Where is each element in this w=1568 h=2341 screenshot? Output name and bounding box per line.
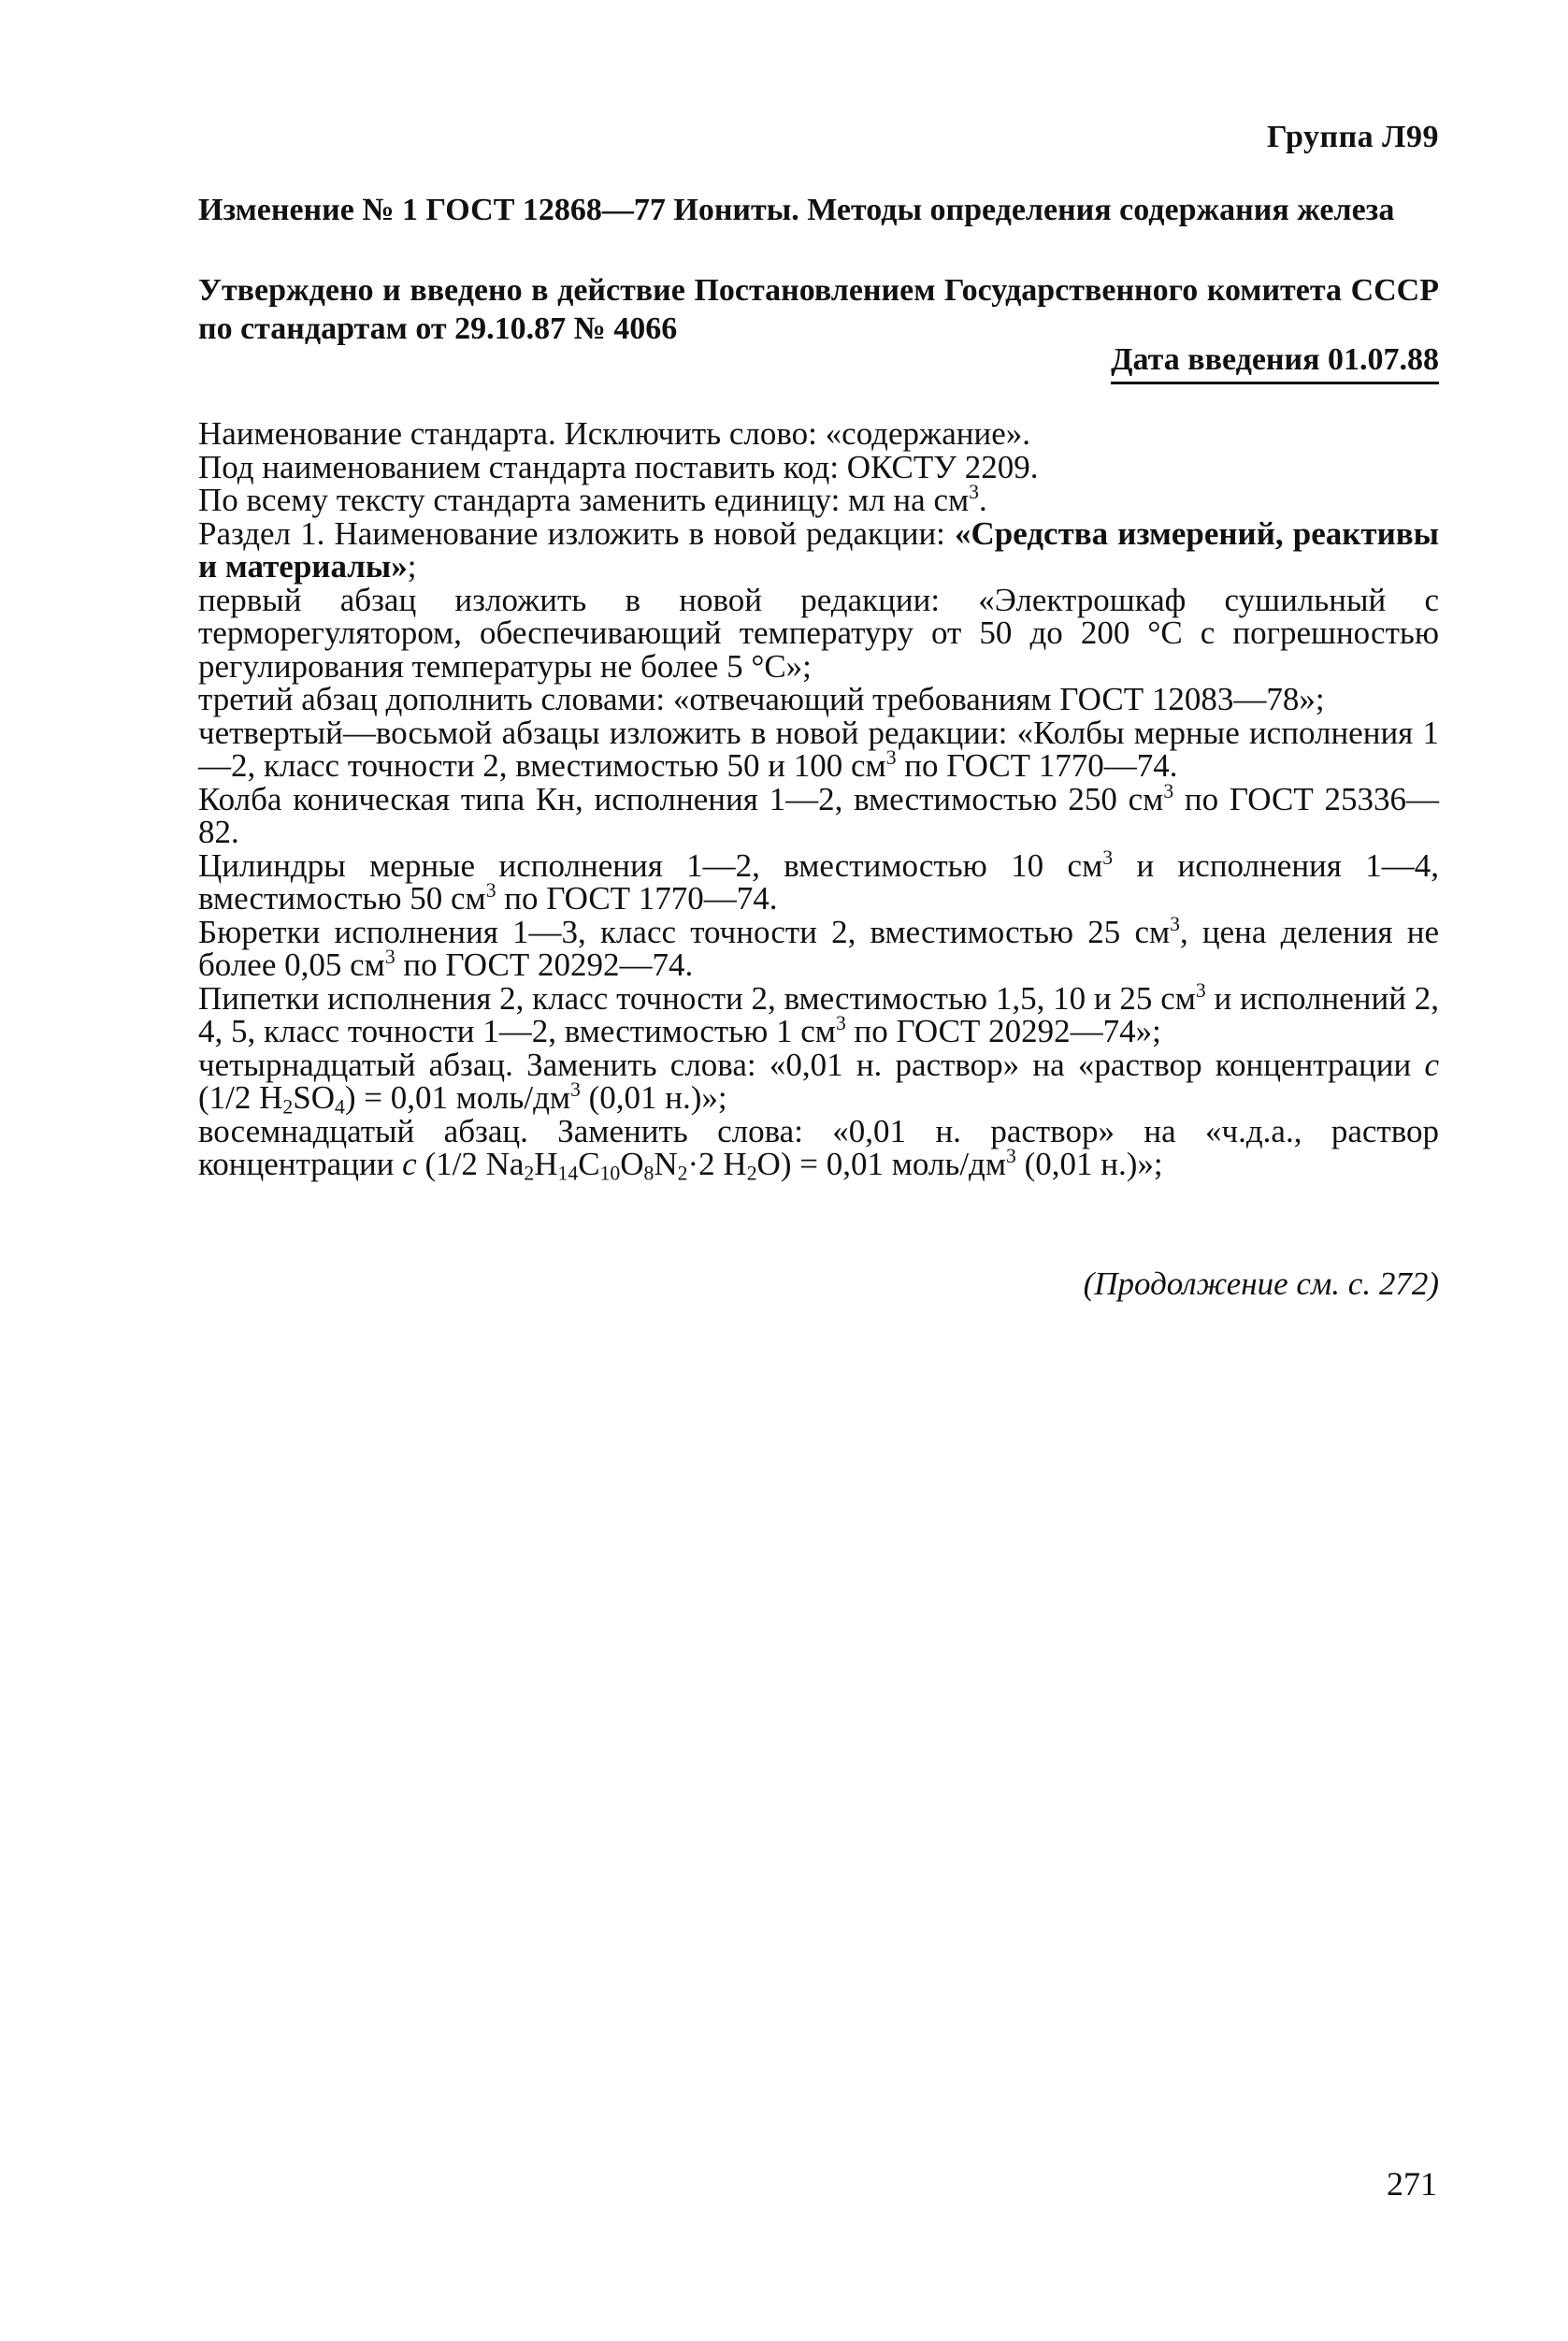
paragraph-code	[198, 448, 1439, 485]
superscript: 3	[485, 878, 496, 902]
paragraph-text: Раздел 1. Наименование изложить в новой редакции:	[198, 514, 956, 552]
paragraph-text: по ГОСТ 20292—74»;	[845, 1013, 1161, 1049]
paragraph-text: первый абзац изложить в новой редакции: «Электрошкаф сушильный с терморегулятором, обеспечивающий температуру от 50 до 200 °С с погрешностью регулирования температуры не более 5 °С»;	[198, 581, 1439, 685]
paragraph-text: Колба коническая типа Кн, исполнения 1—2, вместимостью 250 см	[198, 780, 1164, 817]
paragraph-text: Под наименованием стандарта поставить код: ОКСТУ 2209.	[198, 448, 1039, 485]
paragraph-eighteenth	[198, 1112, 1439, 1185]
paragraph-text: (0,01 н.)»;	[1015, 1146, 1163, 1182]
superscript: 3	[1163, 779, 1174, 802]
amendment-body	[198, 415, 1440, 1185]
superscript: 3	[570, 1077, 581, 1101]
group-code: Группа Л99	[1267, 120, 1439, 154]
subscript: 2	[677, 1162, 688, 1185]
paragraph-text: третий абзац дополнить словами: «отвечающий требованиям ГОСТ 12083—78»;	[198, 681, 1325, 717]
paragraph-text: по ГОСТ 20292—74.	[395, 947, 694, 983]
paragraph-text: и исполнений 2, 4, 5, класс точности 1—2, вместимостью 1 см	[198, 979, 1440, 1049]
paragraph-units	[198, 480, 1439, 518]
paragraph-text: ) = 0,01 моль/дм	[344, 1079, 571, 1116]
paragraph-cylinders	[198, 845, 1440, 917]
paragraph-text: четвертый—восьмой абзацы изложить в новой редакции: «Колбы мерные исполнения 1—2, класс точности 2, вместимостью 50 и 100 см	[198, 714, 1439, 784]
superscript: 3	[835, 1011, 846, 1034]
paragraph-text: (0,01 н.)»;	[580, 1079, 727, 1116]
subscript: 14	[557, 1162, 579, 1185]
paragraph-text: четырнадцатый абзац. Заменить слова: «0,01 н. раствор» на «раствор концентрации	[198, 1046, 1425, 1083]
variable-c: с	[1424, 1046, 1439, 1083]
subscript: 4	[335, 1095, 345, 1119]
superscript: 3	[1006, 1144, 1016, 1167]
page-number: 271	[1387, 2165, 1437, 2203]
paragraph-burettes	[198, 912, 1439, 983]
superscript: 3	[1102, 845, 1114, 869]
paragraph-text: O) = 0,01 моль/дм	[756, 1146, 1007, 1182]
paragraph-text: Наименование стандарта. Исключить слово: «содержание».	[198, 415, 1030, 452]
superscript: 3	[885, 745, 897, 769]
paragraph-text: Цилиндры мерные исполнения 1—2, вместимостью 10 см	[198, 846, 1103, 884]
superscript: 3	[969, 480, 979, 503]
subscript: 8	[643, 1162, 655, 1185]
superscript: 3	[1170, 912, 1180, 935]
paragraph-text: N	[654, 1146, 678, 1182]
section-title-bold: «Средства измерений, реактивы и материалы»	[198, 514, 1439, 585]
paragraph-text: по ГОСТ 1770—74.	[496, 880, 778, 917]
paragraph-text: восемнадцатый абзац. Заменить слова: «0,01 н. раствор» на «ч.д.а., раствор концентрации	[198, 1112, 1439, 1182]
paragraph-text: H	[534, 1146, 558, 1182]
paragraph-section1	[198, 514, 1439, 585]
paragraph-third-abzac	[198, 683, 1439, 716]
paragraph-text: по ГОСТ 1770—74.	[896, 747, 1178, 784]
paragraph-title-change	[198, 417, 1439, 451]
paragraph-text: ;	[407, 548, 417, 585]
paragraph-text: C	[578, 1146, 600, 1182]
variable-c: с	[402, 1146, 417, 1182]
paragraph-fourteenth	[198, 1046, 1439, 1119]
paragraph-first-abzac	[198, 581, 1439, 685]
paragraph-fourth-eighth	[198, 716, 1439, 783]
subscript: 2	[524, 1162, 535, 1185]
superscript: 3	[1195, 978, 1206, 1002]
paragraph-text: по ГОСТ 25336—82.	[198, 780, 1439, 850]
paragraph-text: SO	[293, 1079, 335, 1116]
approval-statement: Утверждено и введено в действие Постановлением Государственного комитета СССР по стандартам от 29.10.87 № 4066	[198, 273, 1439, 346]
subscript: 10	[599, 1162, 621, 1185]
paragraph-text: , цена деления не более 0,05 см	[198, 913, 1439, 983]
paragraph-pipettes	[198, 978, 1440, 1049]
paragraph-text: Бюретки исполнения 1—3, класс точности 2, вместимостью 25 см	[198, 913, 1171, 950]
paragraph-text: По всему тексту стандарта заменить единицу: мл на см	[198, 482, 970, 518]
subscript: 2	[282, 1095, 294, 1119]
effective-date: Дата введения 01.07.88	[1111, 342, 1439, 384]
superscript: 3	[384, 945, 396, 968]
amendment-title: Изменение № 1 ГОСТ 12868—77 Иониты. Методы определения содержания железа	[198, 193, 1395, 227]
paragraph-conical-flask	[198, 779, 1439, 850]
paragraph-text: (1/2 H	[198, 1079, 283, 1116]
paragraph-text: .	[978, 482, 987, 518]
continuation-note: (Продолжение см. с. 272)	[1083, 1265, 1439, 1302]
paragraph-text: (1/2 Na	[416, 1146, 525, 1182]
paragraph-text: ·2 H	[687, 1146, 747, 1182]
subscript: 2	[746, 1162, 757, 1185]
paragraph-text: O	[620, 1146, 644, 1182]
paragraph-text: Пипетки исполнения 2, класс точности 2, вместимостью 1,5, 10 и 25 см	[198, 979, 1196, 1017]
paragraph-text: и исполнения 1—4, вместимостью 50 см	[198, 846, 1440, 917]
